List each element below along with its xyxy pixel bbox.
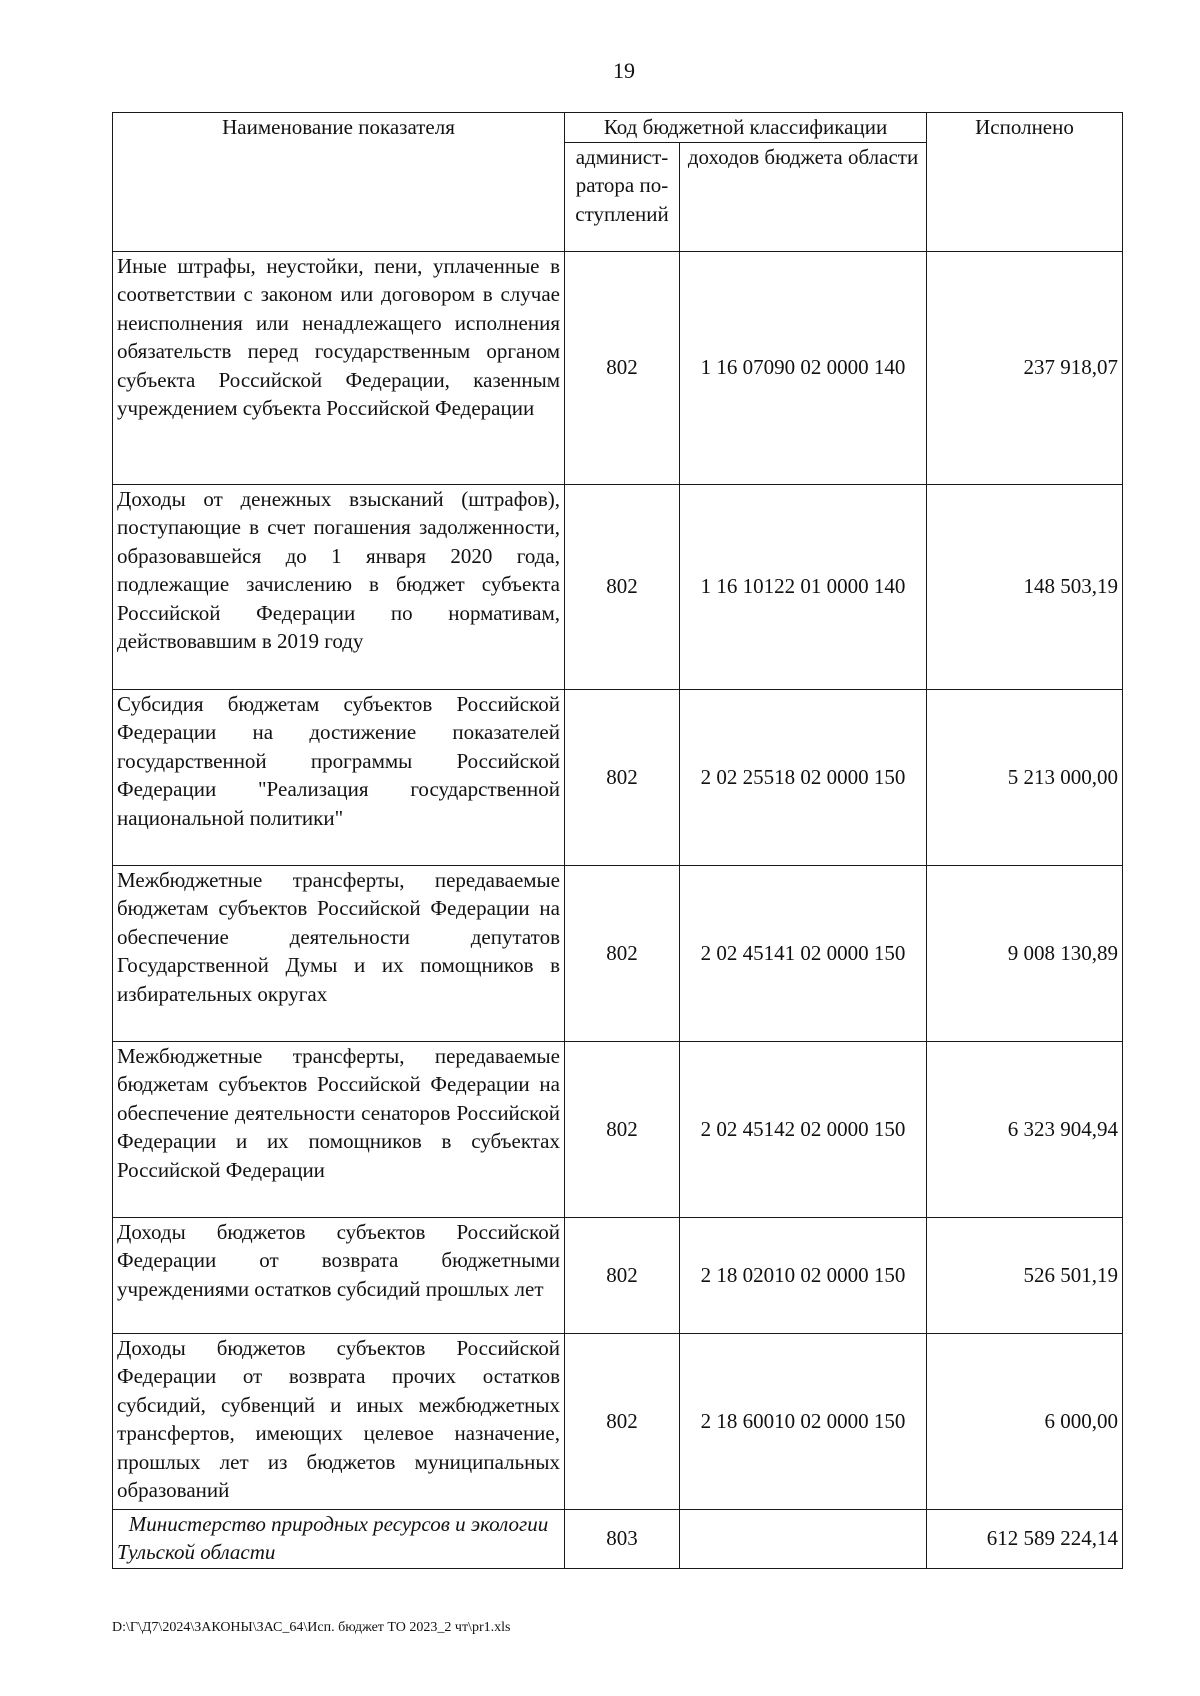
row-income-code: 2 18 60010 02 0000 150 bbox=[680, 1333, 927, 1509]
row-amount: 6 323 904,94 bbox=[927, 1041, 1123, 1217]
table-row bbox=[113, 689, 1123, 865]
header-name: Наименование показателя bbox=[113, 113, 565, 252]
row-admin-code: 803 bbox=[565, 1509, 680, 1568]
row-income-code: 2 18 02010 02 0000 150 bbox=[680, 1217, 927, 1333]
row-name: Доходы бюджетов субъектов Российской Федерации от возврата прочих остатков субсидий, субвенций и иных межбюджетных трансфертов, имеющих целевое назначение, прошлых лет из бюджетов муниципальных образований bbox=[113, 1333, 565, 1509]
row-income-code: 2 02 45142 02 0000 150 bbox=[680, 1041, 927, 1217]
row-name: Доходы от денежных взысканий (штрафов), поступающие в счет погашения задолженности, образовавшейся до 1 января 2020 года, подлежащие зачислению в бюджет субъекта Российской Федерации по нормативам, действовавшим в 2019 году bbox=[113, 484, 565, 689]
row-admin-code: 802 bbox=[565, 865, 680, 1041]
header-code-group: Код бюджетной классификации bbox=[565, 113, 927, 143]
table-row-ministry bbox=[113, 1509, 1123, 1568]
row-income-code: 1 16 10122 01 0000 140 bbox=[680, 484, 927, 689]
row-admin-code: 802 bbox=[565, 1217, 680, 1333]
row-admin-code: 802 bbox=[565, 1333, 680, 1509]
page-number: 19 bbox=[613, 58, 635, 83]
header-row bbox=[113, 113, 1123, 143]
row-name: Иные штрафы, неустойки, пени, уплаченные в соответствии с законом или договором в случае неисполнения или ненадлежащего исполнения обязательств перед государственным органом субъекта Российской Федерации, казенным учреждением субъекта Российской Федерации bbox=[113, 251, 565, 484]
header-income: доходов бюджета области bbox=[680, 142, 927, 251]
row-income-code: 2 02 45141 02 0000 150 bbox=[680, 865, 927, 1041]
table-row bbox=[113, 865, 1123, 1041]
table-row bbox=[113, 484, 1123, 689]
row-amount: 148 503,19 bbox=[927, 484, 1123, 689]
row-admin-code: 802 bbox=[565, 251, 680, 484]
row-name: Министерство природных ресурсов и экологии Тульской области bbox=[113, 1509, 565, 1568]
row-name: Межбюджетные трансферты, передаваемые бюджетам субъектов Российской Федерации на обеспечение деятельности депутатов Государственной Думы и их помощников в избирательных округах bbox=[113, 865, 565, 1041]
header-admin: админист-ратора по-ступлений bbox=[565, 142, 680, 251]
row-amount: 612 589 224,14 bbox=[927, 1509, 1123, 1568]
row-income-code: 2 02 25518 02 0000 150 bbox=[680, 689, 927, 865]
row-admin-code: 802 bbox=[565, 1041, 680, 1217]
table-row bbox=[113, 1333, 1123, 1509]
row-name: Доходы бюджетов субъектов Российской Федерации от возврата бюджетными учреждениями остатков субсидий прошлых лет bbox=[113, 1217, 565, 1333]
table-row bbox=[113, 1041, 1123, 1217]
header-executed: Исполнено bbox=[927, 113, 1123, 252]
row-amount: 526 501,19 bbox=[927, 1217, 1123, 1333]
row-income-code bbox=[680, 1509, 927, 1568]
row-name: Межбюджетные трансферты, передаваемые бюджетам субъектов Российской Федерации на обеспечение деятельности сенаторов Российской Федерации и их помощников в субъектах Российской Федерации bbox=[113, 1041, 565, 1217]
footer-file-path: D:\Г\Д7\2024\ЗАКОНЫ\ЗАС_64\Исп. бюджет ТО 2023_2 чт\pr1.xls bbox=[112, 1620, 511, 1635]
row-amount: 9 008 130,89 bbox=[927, 865, 1123, 1041]
row-admin-code: 802 bbox=[565, 484, 680, 689]
row-amount: 5 213 000,00 bbox=[927, 689, 1123, 865]
budget-table bbox=[112, 112, 1123, 1569]
row-amount: 237 918,07 bbox=[927, 251, 1123, 484]
table-row bbox=[113, 251, 1123, 484]
row-income-code: 1 16 07090 02 0000 140 bbox=[680, 251, 927, 484]
table-row bbox=[113, 1217, 1123, 1333]
row-name: Субсидия бюджетам субъектов Российской Федерации на достижение показателей государственной программы Российской Федерации "Реализация государственной национальной политики" bbox=[113, 689, 565, 865]
row-amount: 6 000,00 bbox=[927, 1333, 1123, 1509]
row-admin-code: 802 bbox=[565, 689, 680, 865]
